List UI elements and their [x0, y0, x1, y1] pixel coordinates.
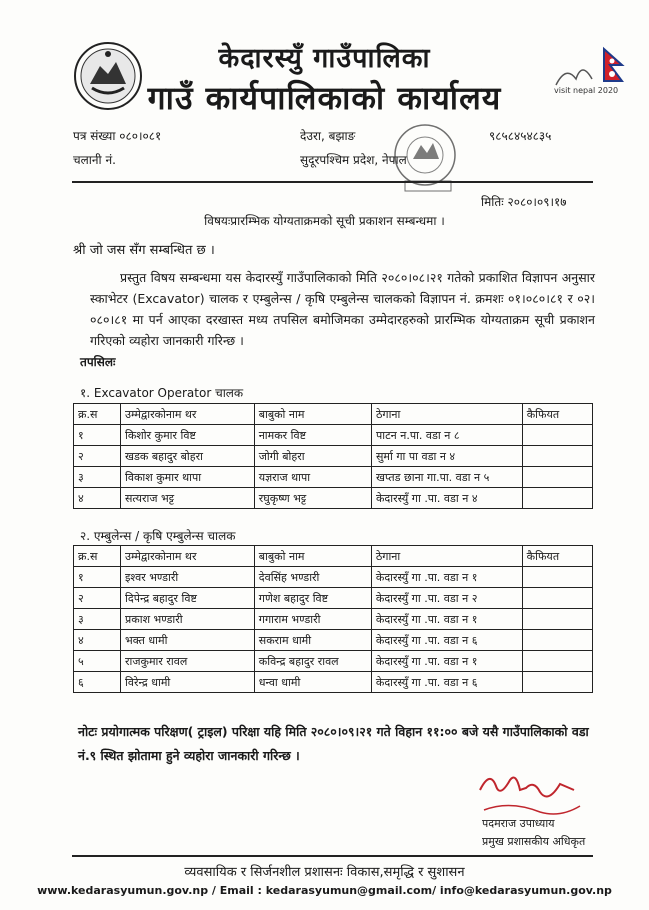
visit-nepal-logo-icon [552, 45, 626, 97]
address-line2: सुदूरपश्चिम प्रदेश, नेपाल [300, 153, 407, 167]
body-paragraph: प्रस्तुत विषय सम्बन्धमा यस केदारस्युँ गाउँपालिकाको मिति २०८०।०८।२१ गतेको प्रकाशित विज्ञापन अनुसार स्काभेटर (Excavator) चालक र एम्बुलेन्स / कृषि एम्बुलेन्स चालकको विज्ञापन नं. क्रमशः ०१।०८०।८१ र ०२।०८०।८१ मा पर्न आएका दरखास्त मध्य तपसिल बमोजिमका उम्मेदारहरुको प्रारम्भिक योग्यताक्रम सूची प्रकाशन गरिएको व्यहोरा जानकारी गरिन्छ । [90, 270, 595, 348]
cell-remarks [522, 467, 592, 488]
cell-serial: ४ [74, 630, 121, 651]
cell-remarks [522, 651, 592, 672]
cell-candidate-name: विकाश कुमार थापा [121, 467, 255, 488]
cell-father-name: सकराम धामी [254, 630, 371, 651]
table-row [74, 567, 593, 588]
cell-candidate-name: विरेन्द्र धामी [121, 672, 255, 693]
cell-serial: १ [74, 425, 121, 446]
details-heading: तपसिलः [80, 355, 116, 369]
cell-remarks [522, 672, 592, 693]
visit-nepal-text: visit nepal 2020 [554, 86, 619, 95]
cell-father-name: नामकर विष्ट [254, 425, 371, 446]
cell-father-name: कविन्द्र बहादुर रावल [254, 651, 371, 672]
table-row [74, 630, 593, 651]
col-remarks: कैफियत [522, 546, 592, 567]
col-serial: क्र.स [74, 404, 121, 425]
cell-address: केदारस्युँ गा .पा. वडा न १ [371, 651, 522, 672]
col-address: ठेगाना [371, 546, 522, 567]
cell-address: खप्तड छाना गा.पा. वडा न ५ [371, 467, 522, 488]
table-header-row [74, 546, 593, 567]
cell-address: केदारस्युँ गा .पा. वडा न ४ [371, 488, 522, 509]
office-name: गाउँ कार्यपालिकाको कार्यालय [147, 79, 502, 117]
section1-title: १. Excavator Operator चालक [80, 386, 244, 400]
cell-address: पाटन न.पा. वडा न ८ [371, 425, 522, 446]
table-row [74, 588, 593, 609]
col-father-name: बाबुको नाम [254, 404, 371, 425]
cell-remarks [522, 609, 592, 630]
cell-remarks [522, 567, 592, 588]
cell-address: केदारस्युँ गा .पा. वडा न २ [371, 588, 522, 609]
cell-address: केदारस्युँ गा .पा. वडा न १ [371, 567, 522, 588]
table-row [74, 609, 593, 630]
table-row [74, 467, 593, 488]
cell-address: केदारस्युँ गा .पा. वडा न १ [371, 609, 522, 630]
address-line1: देउरा, बझाङ [300, 129, 356, 143]
cell-candidate-name: भक्त धामी [121, 630, 255, 651]
cell-serial: ३ [74, 609, 121, 630]
signatory-title: प्रमुख प्रशासकीय अधिकृत [482, 835, 586, 848]
cell-father-name: देवसिंह भण्डारी [254, 567, 371, 588]
cell-serial: ३ [74, 467, 121, 488]
table-header-row [74, 404, 593, 425]
phone-number: ९८५८४५४८३५ [489, 129, 552, 143]
cell-father-name: यज्ञराज थापा [254, 467, 371, 488]
footer-divider [72, 855, 593, 857]
cell-serial: २ [74, 588, 121, 609]
salutation: श्री जो जस सँग सम्बन्धित छ । [73, 243, 215, 258]
cell-serial: ४ [74, 488, 121, 509]
office-stamp-icon [375, 115, 475, 207]
table-row [74, 651, 593, 672]
cell-serial: ५ [74, 651, 121, 672]
cell-remarks [522, 446, 592, 467]
cell-remarks [522, 488, 592, 509]
ambulance-candidates-table [73, 545, 593, 693]
cell-father-name: गगाराम भण्डारी [254, 609, 371, 630]
cell-candidate-name: प्रकाश भण्डारी [121, 609, 255, 630]
col-father-name: बाबुको नाम [254, 546, 371, 567]
col-candidate-name: उम्मेद्वारकोनाम थर [121, 404, 255, 425]
trial-exam-note: नोटः प्रयोगात्मक परिक्षण( ट्राइल) परिक्षा यहि मिति २०८०।०९।२१ गते विहान ११:०० बजे यसै गाउँपालिकाको वडा नं.९ स्थित झोतामा हुने व्यहोरा जानकारी गरिन्छ । [78, 724, 589, 763]
dispatch-number: चलानी नं. [73, 153, 116, 167]
cell-remarks [522, 588, 592, 609]
cell-candidate-name: खडक बहादुर बोहरा [121, 446, 255, 467]
cell-candidate-name: राजकुमार रावल [121, 651, 255, 672]
letter-number: पत्र संख्या ०८०।०८१ [73, 129, 162, 143]
cell-father-name: धन्वा धामी [254, 672, 371, 693]
cell-father-name: रघुकृष्ण भट्ट [254, 488, 371, 509]
table-row [74, 488, 593, 509]
cell-candidate-name: दिपेन्द्र बहादुर विष्ट [121, 588, 255, 609]
cell-candidate-name: सत्यराज भट्ट [121, 488, 255, 509]
letter-date: मितिः २०८०।०९।१७ [481, 195, 567, 209]
table-row [74, 672, 593, 693]
cell-address: केदारस्युँ गा .पा. वडा न ६ [371, 672, 522, 693]
cell-serial: २ [74, 446, 121, 467]
cell-remarks [522, 425, 592, 446]
col-remarks: कैफियत [522, 404, 592, 425]
col-address: ठेगाना [371, 404, 522, 425]
cell-father-name: जोगी बोहरा [254, 446, 371, 467]
cell-candidate-name: इश्वर भण्डारी [121, 567, 255, 588]
col-candidate-name: उम्मेद्वारकोनाम थर [121, 546, 255, 567]
footer-motto: व्यवसायिक र सिर्जनशील प्रशासनः विकास,समृद्धि र सुशासन [184, 865, 465, 880]
table-row [74, 446, 593, 467]
col-serial: क्र.स [74, 546, 121, 567]
cell-serial: ६ [74, 672, 121, 693]
excavator-candidates-table [73, 403, 593, 509]
cell-candidate-name: किशोर कुमार विष्ट [121, 425, 255, 446]
municipality-name: केदारस्युँ गाउँपालिका [218, 43, 431, 74]
cell-father-name: गणेश बहादुर विष्ट [254, 588, 371, 609]
cell-remarks [522, 630, 592, 651]
section2-title: २. एम्बुलेन्स / कृषि एम्बुलेन्स चालक [80, 529, 236, 543]
cell-address: केदारस्युँ गा .पा. वडा न ६ [371, 630, 522, 651]
cell-serial: १ [74, 567, 121, 588]
subject-line: विषयःप्रारम्भिक योग्यताक्रमको सूची प्रकाशन सम्बन्धमा । [204, 214, 445, 228]
footer-contact: www.kedarasyumun.gov.np / Email : kedarasyumun@gmail.com/ info@kedarasyumun.gov.np [37, 884, 612, 897]
table-row [74, 425, 593, 446]
signatory-name: पदमराज उपाध्याय [482, 817, 555, 830]
cell-address: सुर्मा गा पा वडा न ४ [371, 446, 522, 467]
header-divider [72, 181, 593, 183]
